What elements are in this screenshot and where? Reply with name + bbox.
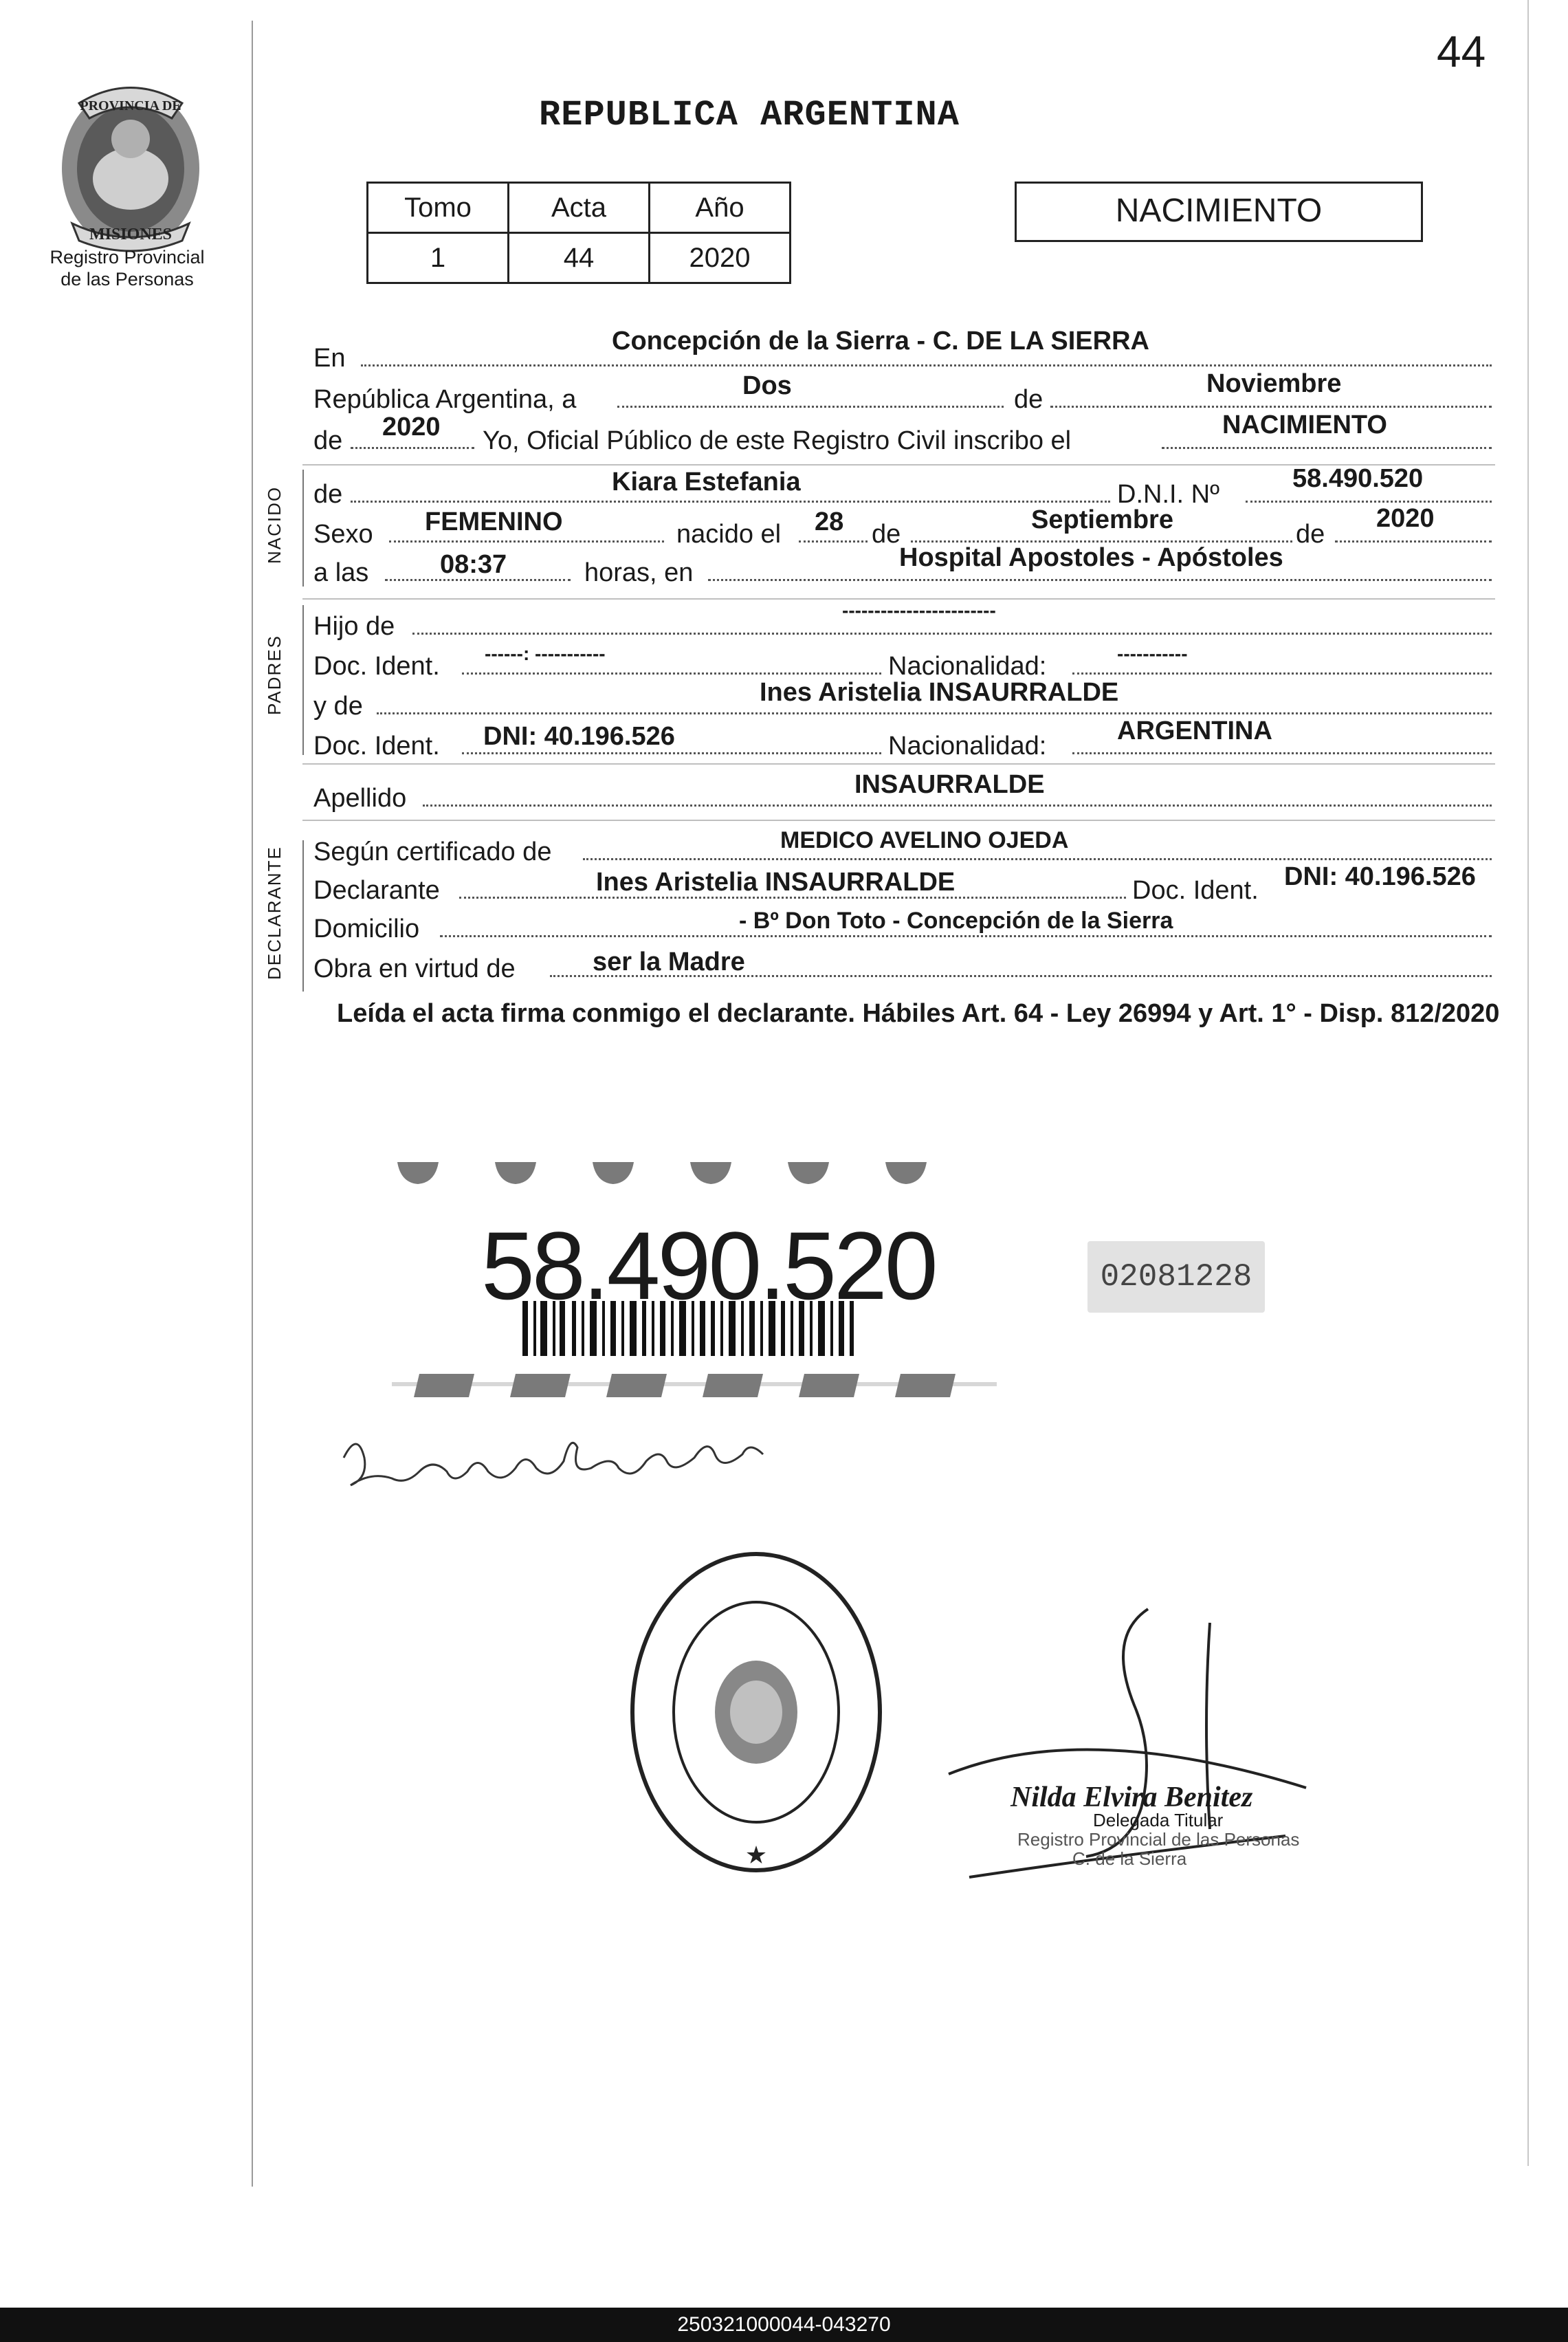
birth-place: Hospital Apostoles - Apóstoles	[899, 543, 1283, 572]
day-value: Dos	[742, 371, 792, 400]
decl-doc-label: Doc. Ident.	[1132, 876, 1259, 905]
anio-value: 2020	[650, 233, 791, 283]
birth-time: 08:37	[440, 550, 507, 579]
nac1-value: -----------	[1117, 643, 1188, 664]
place-dotline	[708, 579, 1492, 581]
horas-label: horas, en	[584, 558, 694, 587]
birth-de-label: de	[872, 520, 901, 549]
padres-section-label: PADRES	[264, 635, 285, 715]
apellido-value: INSAURRALDE	[854, 770, 1045, 799]
nacido-section-label: NACIDO	[264, 485, 285, 564]
section-divider-4	[302, 820, 1495, 821]
child-name: Kiara Estefania	[612, 468, 801, 496]
inscribo-value: NACIMIENTO	[1222, 411, 1387, 439]
hijo-de-label: Hijo de	[313, 612, 395, 641]
apellido-dotline	[423, 805, 1492, 807]
acta-value: 44	[509, 233, 650, 283]
apellido-label: Apellido	[313, 784, 407, 813]
nac2-dotline	[1072, 752, 1492, 754]
dni-label: D.N.I. Nº	[1117, 480, 1219, 509]
de-label: de	[1014, 385, 1044, 414]
birth-month: Septiembre	[1031, 505, 1173, 534]
official-name: Nilda Elvira Benitez	[1011, 1782, 1253, 1813]
tomo-label: Tomo	[368, 183, 509, 233]
sexo-dotline	[389, 540, 664, 543]
sexo-label: Sexo	[313, 520, 373, 549]
month-dotline	[1050, 406, 1492, 408]
en-value: Concepción de la Sierra - C. DE LA SIERRA	[612, 327, 1149, 355]
doc2-label: Doc. Ident.	[313, 732, 440, 760]
declarante-label: Declarante	[313, 876, 440, 905]
obra-value: ser la Madre	[593, 948, 745, 976]
svg-text:★: ★	[744, 1841, 768, 1869]
mother-dotline	[377, 712, 1492, 714]
birth-year-dotline	[1335, 540, 1492, 543]
cert-dotline	[583, 858, 1492, 860]
name-dotline	[351, 501, 1110, 503]
domicilio-label: Domicilio	[313, 915, 420, 943]
day-dotline	[617, 406, 1004, 408]
svg-text:MISIONES: MISIONES	[89, 226, 173, 243]
doc1-dotline	[462, 672, 881, 675]
sexo-value: FEMENINO	[425, 507, 563, 536]
closing-note: Leída el acta firma conmigo el declarante. Hábiles Art. 64 - Ley 26994 y Art. 1° - Disp. 812/2020	[337, 999, 1500, 1028]
record-table	[366, 182, 791, 284]
declarante-section-label: DECLARANTE	[264, 846, 285, 980]
hijo-value: ------------------------	[842, 600, 996, 621]
nacido-bracket	[302, 470, 304, 587]
nacido-el-label: nacido el	[676, 520, 782, 549]
domicilio-dotline	[440, 935, 1492, 937]
year-dotline	[351, 447, 474, 449]
birth-day-dotline	[799, 540, 868, 543]
de-year-label: de	[313, 426, 343, 455]
declarant-signature	[330, 1410, 797, 1506]
nac1-dotline	[1072, 672, 1492, 675]
document-title: REPUBLICA ARGENTINA	[539, 95, 960, 135]
official-location: C. de la Sierra	[1072, 1848, 1187, 1869]
decl-doc-value: DNI: 40.196.526	[1284, 862, 1476, 891]
y-de-label: y de	[313, 692, 363, 721]
logo-caption-line2: de las Personas	[60, 269, 194, 289]
acta-label: Acta	[509, 183, 650, 233]
birth-de-label-2: de	[1296, 520, 1325, 549]
act-type-box: NACIMIENTO	[1015, 182, 1423, 242]
declarante-bracket	[302, 840, 304, 992]
logo-caption	[21, 246, 234, 290]
nacido-de-label: de	[313, 480, 343, 509]
doc1-label: Doc. Ident.	[313, 652, 440, 681]
doc1-value: ------: -----------	[485, 643, 606, 664]
serial-label: 02081228	[1087, 1241, 1265, 1313]
declarante-value: Ines Aristelia INSAURRALDE	[596, 868, 956, 897]
month-value: Noviembre	[1206, 369, 1342, 398]
hijo-dotline	[412, 633, 1492, 635]
anio-label: Año	[650, 183, 791, 233]
birth-year: 2020	[1376, 504, 1435, 533]
birth-day: 28	[815, 507, 844, 536]
birth-month-dotline	[911, 540, 1292, 543]
republica-label: República Argentina, a	[313, 385, 577, 414]
a-las-label: a las	[313, 558, 369, 587]
official-office: Registro Provincial de las Personas	[1017, 1829, 1300, 1850]
padres-bracket	[302, 605, 304, 755]
en-label: En	[313, 344, 346, 373]
sticker-dni-number: 58.490.520	[481, 1212, 936, 1320]
child-dni: 58.490.520	[1292, 464, 1424, 493]
year-value: 2020	[382, 413, 441, 441]
cert-label: Según certificado de	[313, 838, 552, 866]
dni-dotline	[1246, 501, 1492, 503]
left-margin-line	[252, 21, 253, 2187]
right-margin-line	[1527, 0, 1529, 2166]
domicilio-value: - Bº Don Toto - Concepción de la Sierra	[739, 908, 1173, 934]
cert-value: MEDICO AVELINO OJEDA	[780, 827, 1069, 853]
inscribo-text: Yo, Oficial Público de este Registro Civil inscribo el	[483, 426, 1072, 455]
nac2-label: Nacionalidad:	[888, 732, 1047, 760]
section-divider-3	[302, 763, 1495, 765]
en-dotline	[361, 364, 1492, 366]
mother-name: Ines Aristelia INSAURRALDE	[760, 678, 1119, 707]
footer-code: 250321000044-043270	[0, 2308, 1568, 2342]
logo-caption-line1: Registro Provincial	[49, 247, 205, 267]
official-role: Delegada Titular	[1093, 1810, 1224, 1830]
page-number: 44	[1437, 27, 1486, 76]
obra-label: Obra en virtud de	[313, 954, 516, 983]
inscribo-dotline	[1162, 447, 1492, 449]
mother-doc: DNI: 40.196.526	[483, 722, 675, 751]
doc2-dotline	[462, 752, 881, 754]
official-round-stamp	[619, 1540, 894, 1884]
nac1-label: Nacionalidad:	[888, 652, 1047, 681]
province-seal-logo	[31, 76, 230, 254]
mother-nationality: ARGENTINA	[1117, 716, 1272, 745]
svg-text:PROVINCIA DE: PROVINCIA DE	[80, 98, 181, 113]
tomo-value: 1	[368, 233, 509, 283]
